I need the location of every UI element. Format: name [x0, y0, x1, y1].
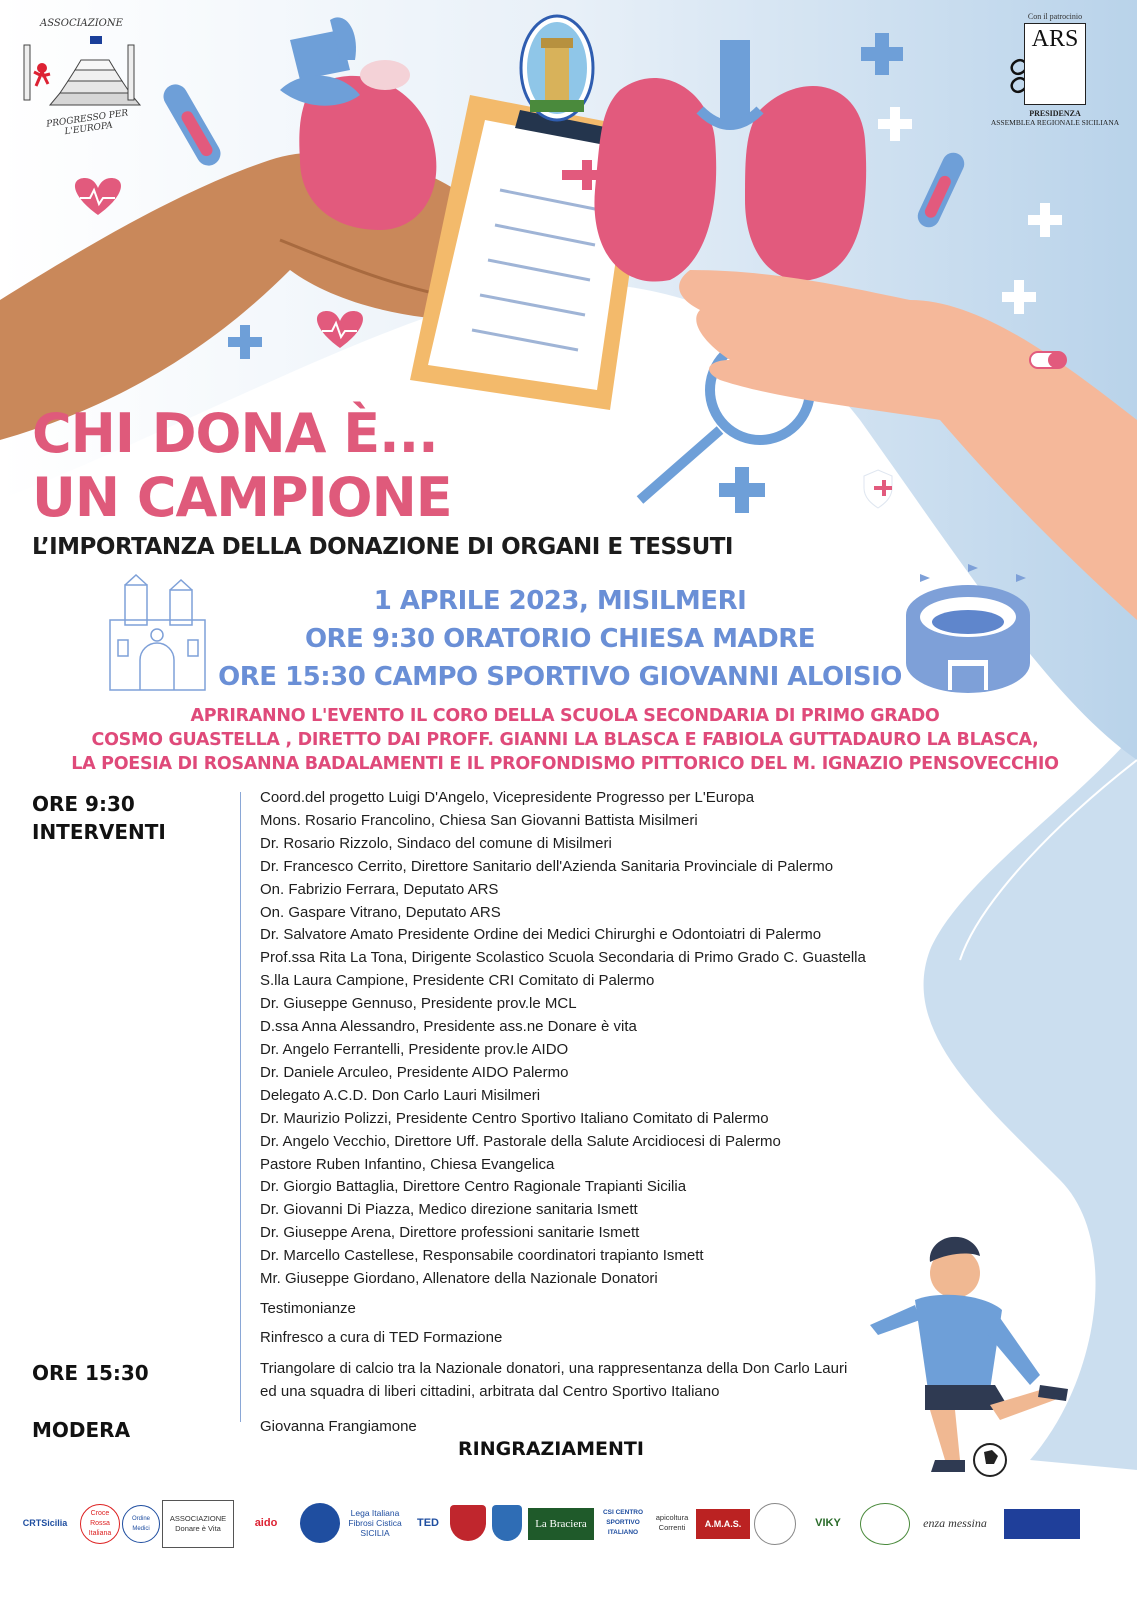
sponsor-logo-green-emblem: [860, 1503, 910, 1545]
testimonianze-text: Testimonianze: [260, 1300, 356, 1317]
sponsor-logo-round-emblem: [754, 1503, 796, 1545]
list-item: On. Fabrizio Ferrara, Deputato ARS: [260, 880, 499, 898]
sponsor-logo-crtsicilia: CRTSicilia: [22, 1518, 68, 1528]
sponsor-logo-csi: CSI CENTRO SPORTIVO ITALIANO: [602, 1509, 644, 1536]
opening-line3: LA POESIA DI ROSANNA BADALAMENTI E IL PROFONDISMO PITTORICO DEL M. IGNAZIO PENSOVECCHIO: [71, 754, 1059, 774]
sponsor-logo-apicoltura: apicoltura Correnti: [655, 1513, 689, 1532]
list-item: S.lla Laura Campione, Presidente CRI Comitato di Palermo: [260, 972, 655, 990]
sponsor-logo-viky: VIKY: [815, 1517, 841, 1529]
sponsor-logo-aido: aido: [254, 1517, 278, 1529]
opening-announcement: [20, 704, 1110, 776]
sponsor-logo-eu-flag: [1004, 1509, 1080, 1539]
event-morning: ORE 9:30 ORATORIO CHIESA MADRE: [304, 624, 816, 654]
list-item: Dr. Giovanni Di Piazza, Medico direzione sanitaria Ismett: [260, 1201, 638, 1219]
sponsor-logo-cri: Croce Rossa Italiana: [80, 1504, 120, 1544]
ars-patronage-logo: [990, 12, 1120, 127]
list-item: Mr. Giuseppe Giordano, Allenatore della Nazionale Donatori: [260, 1270, 658, 1288]
rinfresco-text: Rinfresco a cura di TED Formazione: [260, 1329, 503, 1346]
association-logo-top-text: ASSOCIAZIONE: [40, 18, 123, 29]
list-item: Dr. Francesco Cerrito, Direttore Sanitario dell'Azienda Sanitaria Provinciale di Palermo: [260, 857, 834, 875]
sponsor-logo-donare-vita: ASSOCIAZIONE Donare è Vita: [162, 1500, 234, 1548]
main-title-line1: CHI DONA È...: [32, 402, 438, 465]
list-item: Dr. Giorgio Battaglia, Direttore Centro Ragionale Trapianti Sicilia: [260, 1178, 687, 1196]
list-item: Delegato A.C.D. Don Carlo Lauri Misilmeri: [260, 1086, 541, 1104]
sponsor-logo-shield-blue: [492, 1505, 522, 1541]
list-item: Dr. Giuseppe Arena, Direttore professioni sanitarie Ismett: [260, 1224, 640, 1242]
list-item: On. Gaspare Vitrano, Deputato ARS: [260, 903, 501, 921]
opening-line1: APRIRANNO L'EVENTO IL CORO DELLA SCUOLA SECONDARIA DI PRIMO GRADO: [190, 706, 940, 726]
list-item: Coord.del progetto Luigi D'Angelo, Vicepresidente Progresso per L'Europa: [260, 789, 755, 806]
pill-icon: [1030, 352, 1066, 368]
list-item: Dr. Rosario Rizzolo, Sindaco del comune di Misilmeri: [260, 834, 612, 852]
program-divider: [240, 792, 241, 1422]
morning-interventions-label: INTERVENTI: [32, 820, 166, 844]
moderator-label: MODERA: [32, 1418, 131, 1442]
morning-label: [32, 790, 166, 846]
match-line1: Triangolare di calcio tra la Nazionale donatori, una rappresentanza della Don Carlo Lauri: [260, 1360, 848, 1377]
sponsor-logo-shield-red: [450, 1505, 486, 1541]
list-item: Dr. Salvatore Amato Presidente Ordine dei Medici Chirurghi e Odontoiatri di Palermo: [260, 926, 822, 944]
list-item: Prof.ssa Rita La Tona, Dirigente Scolastico Scuola Secondaria di Primo Grado C. Guastella: [260, 949, 866, 967]
list-item: Dr. Angelo Vecchio, Direttore Uff. Pastorale della Salute Arcidiocesi di Palermo: [260, 1132, 781, 1150]
list-item: Dr. Marcello Castellese, Responsabile coordinatori trapianto Ismett: [260, 1247, 704, 1265]
sponsor-logo-lifc-symbol: [300, 1503, 340, 1543]
speakers-list: [260, 787, 866, 1291]
ars-logo-text: ARS: [1031, 26, 1079, 52]
ars-patronage-text: Con il patrocinio: [1027, 12, 1083, 21]
town-crest-icon: [521, 16, 593, 120]
sponsor-logo-lifc: Lega Italiana Fibrosi Cistica SICILIA: [348, 1508, 402, 1538]
sponsor-logo-la-braciera: La Braciera: [528, 1508, 594, 1540]
opening-line2: COSMO GUASTELLA , DIRETTO DAI PROFF. GIANNI LA BLASCA E FABIOLA GUTTADAURO LA BLASCA,: [91, 730, 1039, 750]
list-item: Pastore Ruben Infantino, Chiesa Evangelica: [260, 1155, 555, 1173]
main-title-line2: UN CAMPIONE: [32, 466, 452, 529]
association-logo: [14, 14, 144, 138]
thanks-heading: RINGRAZIAMENTI: [458, 1438, 644, 1460]
match-line2: ed una squadra di liberi cittadini, arbitrata dal Centro Sportivo Italiano: [260, 1383, 720, 1400]
list-item: Mons. Rosario Francolino, Chiesa San Giovanni Battista Misilmeri: [260, 811, 698, 829]
moderator-name: Giovanna Frangiamone: [260, 1418, 417, 1435]
ars-presidenza-text: PRESIDENZA: [1029, 109, 1081, 118]
afternoon-time: ORE 15:30: [32, 1361, 149, 1385]
main-title: [32, 402, 452, 530]
ars-logo: [1024, 23, 1086, 105]
subtitle: L’IMPORTANZA DELLA DONAZIONE DI ORGANI E TESSUTI: [32, 534, 733, 560]
morning-time: ORE 9:30: [32, 792, 135, 816]
ars-assemblea-text: ASSEMBLEA REGIONALE SICILIANA: [990, 118, 1120, 127]
event-details: [200, 582, 920, 696]
sponsor-logo-ordine-medici: Ordine Medici: [122, 1505, 160, 1543]
event-date-place: 1 APRILE 2023, MISILMERI: [373, 586, 747, 616]
sponsor-logo-enza-messina: enza messina: [923, 1516, 987, 1530]
sponsor-logo-amas: A.M.A.S.: [696, 1509, 750, 1539]
list-item: Dr. Maurizio Polizzi, Presidente Centro Sportivo Italiano Comitato di Palermo: [260, 1109, 769, 1127]
association-logo-bottom-text: PROGRESSO PER L'EUROPA: [45, 108, 129, 138]
list-item: Dr. Angelo Ferrantelli, Presidente prov.le AIDO: [260, 1040, 569, 1058]
sponsor-logo-ted: TED: [417, 1517, 439, 1529]
event-afternoon: ORE 15:30 CAMPO SPORTIVO GIOVANNI ALOISIO: [218, 662, 902, 692]
list-item: Dr. Giuseppe Gennuso, Presidente prov.le MCL: [260, 995, 577, 1013]
list-item: Dr. Daniele Arculeo, Presidente AIDO Palermo: [260, 1063, 569, 1081]
list-item: D.ssa Anna Alessandro, Presidente ass.ne Donare è vita: [260, 1018, 637, 1036]
